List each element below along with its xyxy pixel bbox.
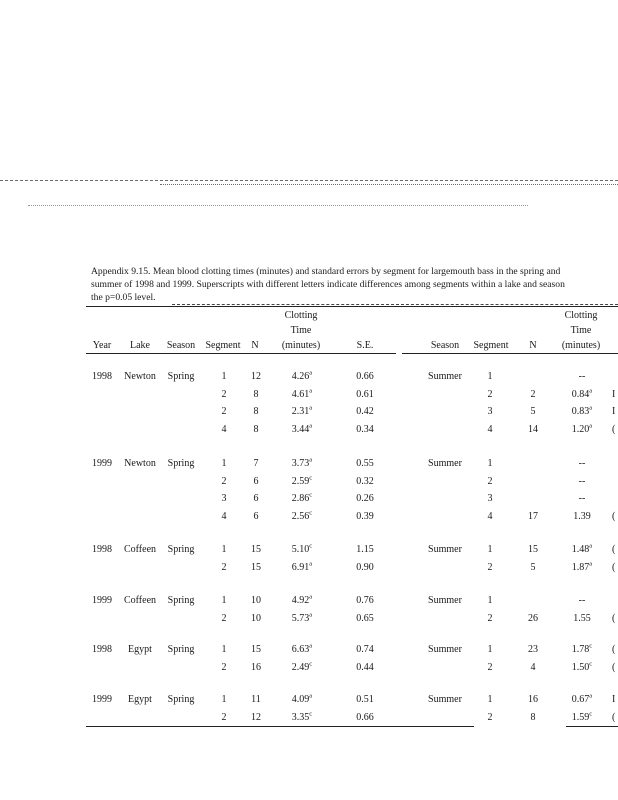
cell-clotting-time: 2.49$^c$ (291, 660, 313, 673)
cell-segment: 2 (221, 562, 227, 573)
cell-clotting-time-summer: 0.67$^a$ (571, 692, 593, 705)
cell-n: 10 (251, 595, 261, 606)
cell-clotting-time-summer: -- (578, 371, 586, 382)
cell-segment: 2 (221, 389, 227, 400)
cell-se-summer-clipped: ( (612, 712, 616, 723)
cell-se: 0.42 (356, 406, 374, 417)
cell-season-summer: Summer (428, 371, 462, 382)
header-clotting-summer: Clotting (564, 310, 598, 321)
cell-n: 6 (253, 476, 259, 487)
cell-segment: 1 (221, 595, 227, 606)
cell-clotting-time-summer: 1.20$^a$ (571, 422, 593, 435)
cell-se: 0.65 (356, 613, 374, 624)
cell-segment-summer: 2 (487, 712, 493, 723)
caption-line: Appendix 9.15. Mean blood clotting times (minutes) and standard errors by segment for largemouth bass in the spring and (91, 266, 561, 277)
cell-se: 0.44 (356, 662, 374, 673)
cell-segment-summer: 2 (487, 613, 493, 624)
cell-segment-summer: 1 (487, 595, 493, 606)
cell-n: 11 (251, 694, 261, 705)
cell-clotting-time: 4.61$^a$ (291, 387, 313, 400)
cell-se: 0.76 (356, 595, 374, 606)
cell-n-summer: 5 (530, 562, 536, 573)
cell-clotting-time-summer: -- (578, 493, 586, 504)
cell-clotting-time: 6.91$^a$ (291, 560, 313, 573)
cell-n-summer: 14 (528, 424, 538, 435)
cell-segment-summer: 2 (487, 662, 493, 673)
cell-se-summer-clipped: ( (612, 544, 616, 555)
cell-clotting-time-summer: 1.39 (573, 511, 591, 522)
table-bottom-rule (86, 726, 474, 727)
cell-se: 0.90 (356, 562, 374, 573)
cell-clotting-time-summer: 1.87$^a$ (571, 560, 593, 573)
cell-segment-summer: 4 (487, 511, 493, 522)
cell-segment: 2 (221, 476, 227, 487)
scan-artifact-line (160, 184, 618, 185)
cell-se-summer-clipped: ( (612, 613, 616, 624)
cell-season-summer: Summer (428, 458, 462, 469)
cell-segment-summer: 1 (487, 458, 493, 469)
cell-clotting-time: 2.31$^a$ (291, 404, 313, 417)
cell-n-summer: 23 (528, 644, 538, 655)
cell-lake: Newton (124, 371, 156, 382)
header-segment: Segment (205, 340, 241, 351)
cell-n: 7 (253, 458, 259, 469)
cell-year: 1998 (92, 644, 112, 655)
cell-n: 10 (251, 613, 261, 624)
cell-clotting-time-summer: 0.83$^a$ (571, 404, 593, 417)
header-lake: Lake (130, 340, 150, 351)
cell-year: 1998 (92, 371, 112, 382)
header-time-summer: Time (570, 325, 592, 336)
header-time-label: Time (290, 325, 312, 336)
cell-segment: 2 (221, 662, 227, 673)
cell-n: 12 (251, 712, 261, 723)
cell-clotting-time: 6.63$^a$ (291, 642, 313, 655)
cell-n: 15 (251, 544, 261, 555)
cell-clotting-time: 2.59$^c$ (291, 474, 313, 487)
cell-n-summer: 8 (530, 712, 536, 723)
cell-clotting-time-summer: 1.59$^c$ (571, 710, 593, 723)
cell-clotting-time: 3.35$^c$ (291, 710, 313, 723)
cell-segment-summer: 2 (487, 476, 493, 487)
header-season: Season (166, 340, 196, 351)
cell-season-summer: Summer (428, 595, 462, 606)
cell-segment-summer: 1 (487, 694, 493, 705)
cell-segment: 1 (221, 644, 227, 655)
header-bottom-rule (402, 353, 618, 354)
cell-segment: 1 (221, 544, 227, 555)
header-n: N (251, 340, 259, 351)
cell-clotting-time-summer: -- (578, 595, 586, 606)
cell-n: 15 (251, 562, 261, 573)
cell-clotting-time-summer: 1.50$^c$ (571, 660, 593, 673)
cell-se-summer-clipped: I (612, 389, 616, 400)
cell-segment: 3 (221, 493, 227, 504)
cell-clotting-time: 2.86$^c$ (291, 491, 313, 504)
header-se: S.E. (356, 340, 374, 351)
caption-line: the p=0.05 level. (91, 292, 156, 303)
cell-se: 0.55 (356, 458, 374, 469)
cell-season-summer: Summer (428, 644, 462, 655)
cell-segment-summer: 3 (487, 406, 493, 417)
cell-lake: Newton (124, 458, 156, 469)
cell-n-summer: 16 (528, 694, 538, 705)
cell-year: 1998 (92, 544, 112, 555)
cell-se-summer-clipped: ( (612, 562, 616, 573)
cell-n-summer: 4 (530, 662, 536, 673)
cell-clotting-time-summer: -- (578, 458, 586, 469)
scan-artifact-line (0, 180, 618, 181)
cell-segment-summer: 4 (487, 424, 493, 435)
cell-n: 16 (251, 662, 261, 673)
cell-se: 0.66 (356, 371, 374, 382)
cell-segment-summer: 1 (487, 644, 493, 655)
cell-segment: 2 (221, 613, 227, 624)
cell-n: 15 (251, 644, 261, 655)
cell-clotting-time-summer: 1.55 (573, 613, 591, 624)
cell-clotting-time: 2.56$^c$ (291, 509, 313, 522)
cell-se: 1.15 (356, 544, 374, 555)
cell-season: Spring (167, 694, 195, 705)
cell-n-summer: 5 (530, 406, 536, 417)
caption-rule (172, 304, 618, 305)
header-segment-summer: Segment (473, 340, 509, 351)
cell-segment: 4 (221, 424, 227, 435)
cell-clotting-time-summer: 1.78$^c$ (571, 642, 593, 655)
cell-segment: 2 (221, 712, 227, 723)
cell-n-summer: 26 (528, 613, 538, 624)
cell-se: 0.39 (356, 511, 374, 522)
cell-segment: 2 (221, 406, 227, 417)
cell-season: Spring (167, 595, 195, 606)
cell-segment-summer: 3 (487, 493, 493, 504)
cell-segment-summer: 1 (487, 371, 493, 382)
cell-n-summer: 2 (530, 389, 536, 400)
cell-clotting-time-summer: -- (578, 476, 586, 487)
cell-season-summer: Summer (428, 694, 462, 705)
cell-season: Spring (167, 458, 195, 469)
cell-n-summer: 17 (528, 511, 538, 522)
cell-segment-summer: 1 (487, 544, 493, 555)
cell-segment-summer: 2 (487, 562, 493, 573)
header-bottom-rule (86, 353, 396, 354)
cell-clotting-time-summer: 1.48$^a$ (571, 542, 593, 555)
header-n-summer: N (529, 340, 537, 351)
cell-clotting-time: 4.92$^a$ (291, 593, 313, 606)
cell-season: Spring (167, 544, 195, 555)
header-year: Year (92, 340, 112, 351)
cell-lake: Egypt (128, 694, 152, 705)
cell-segment-summer: 2 (487, 389, 493, 400)
cell-segment: 1 (221, 694, 227, 705)
cell-lake: Coffeen (123, 544, 157, 555)
scan-artifact-line (28, 205, 528, 206)
cell-se: 0.34 (356, 424, 374, 435)
cell-se-summer-clipped: I (612, 406, 616, 417)
cell-year: 1999 (92, 694, 112, 705)
header-season-summer: Season (430, 340, 460, 351)
cell-se-summer-clipped: ( (612, 644, 616, 655)
cell-se-summer-clipped: ( (612, 511, 616, 522)
cell-lake: Coffeen (123, 595, 157, 606)
cell-clotting-time: 4.09$^a$ (291, 692, 313, 705)
cell-lake: Egypt (128, 644, 152, 655)
header-top-rule (86, 306, 618, 307)
header-clotting-label: Clotting (284, 310, 318, 321)
cell-n: 6 (253, 493, 259, 504)
cell-segment: 4 (221, 511, 227, 522)
cell-se: 0.32 (356, 476, 374, 487)
cell-n-summer: 15 (528, 544, 538, 555)
cell-se: 0.26 (356, 493, 374, 504)
header-minutes-summer: (minutes) (561, 340, 601, 351)
table-bottom-rule (566, 726, 618, 727)
cell-se: 0.51 (356, 694, 374, 705)
table-caption (91, 265, 618, 304)
cell-n: 12 (251, 371, 261, 382)
cell-segment: 1 (221, 458, 227, 469)
cell-se-summer-clipped: ( (612, 424, 616, 435)
cell-n: 8 (253, 424, 259, 435)
cell-se-summer-clipped: I (612, 694, 616, 705)
cell-n: 6 (253, 511, 259, 522)
caption-line: summer of 1998 and 1999. Superscripts with different letters indicate differences among segments within a lake and season (91, 279, 565, 290)
cell-clotting-time: 4.26$^a$ (291, 369, 313, 382)
cell-clotting-time: 3.73$^a$ (291, 456, 313, 469)
cell-se-summer-clipped: ( (612, 662, 616, 673)
cell-clotting-time: 5.73$^a$ (291, 611, 313, 624)
cell-se: 0.74 (356, 644, 374, 655)
cell-se: 0.61 (356, 389, 374, 400)
cell-year: 1999 (92, 595, 112, 606)
cell-year: 1999 (92, 458, 112, 469)
cell-clotting-time: 3.44$^a$ (291, 422, 313, 435)
cell-se: 0.66 (356, 712, 374, 723)
cell-segment: 1 (221, 371, 227, 382)
cell-clotting-time-summer: 0.84$^a$ (571, 387, 593, 400)
cell-n: 8 (253, 406, 259, 417)
cell-season: Spring (167, 371, 195, 382)
cell-n: 8 (253, 389, 259, 400)
cell-clotting-time: 5.10$^c$ (291, 542, 313, 555)
cell-season: Spring (167, 644, 195, 655)
header-minutes: (minutes) (281, 340, 321, 351)
cell-season-summer: Summer (428, 544, 462, 555)
